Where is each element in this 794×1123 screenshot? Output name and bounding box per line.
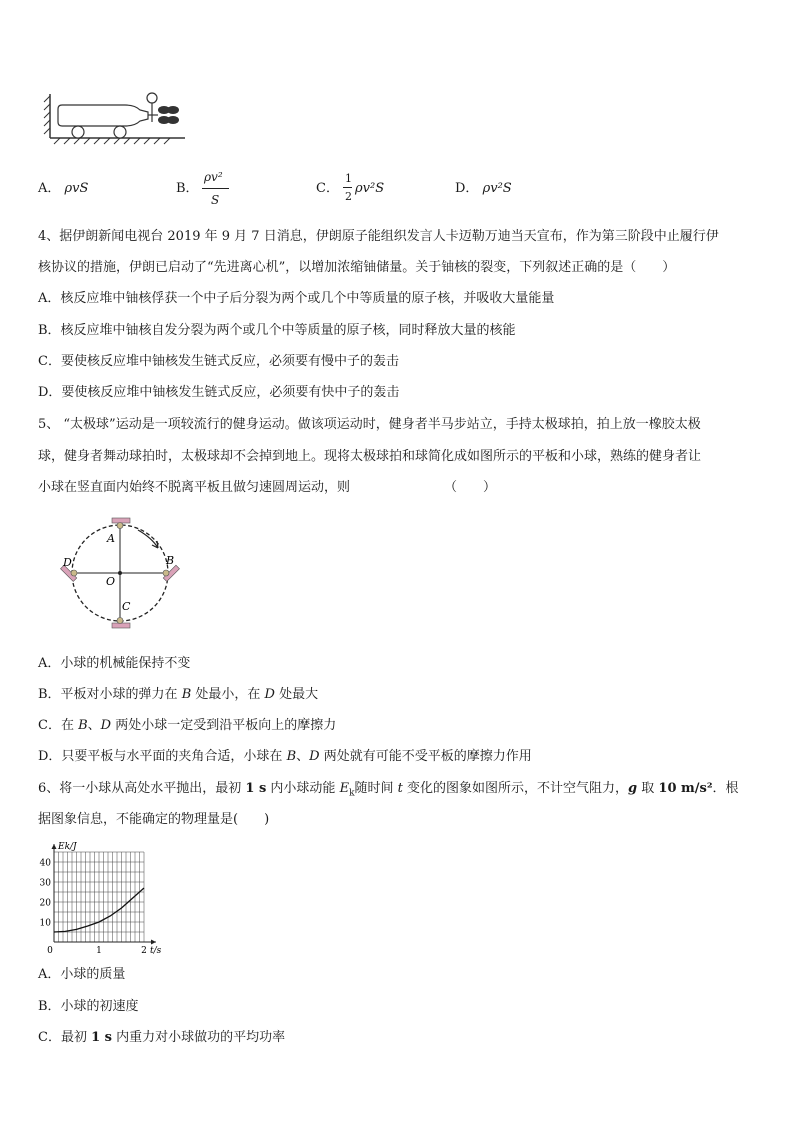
- x-axis-label: t/s: [150, 946, 162, 956]
- q4-option-a[interactable]: A．核反应堆中铀核俘获一个中子后分裂为两个或几个中等质量的原子核，并吸收大量能量: [38, 291, 555, 306]
- text-part: ．根: [712, 781, 739, 796]
- q3-option-a[interactable]: [38, 181, 88, 197]
- label-o: O: [106, 575, 116, 588]
- point-label: D: [100, 718, 112, 733]
- q6-option-c[interactable]: [38, 1030, 285, 1046]
- quantity: 1 s: [245, 781, 267, 796]
- x-tick-label: 1: [96, 946, 102, 956]
- text-part: 随时间: [354, 781, 398, 796]
- q4-option-b[interactable]: B．核反应堆中铀核自发分裂为两个或几个中等质量的原子核，同时释放大量的核能: [38, 323, 516, 338]
- q6-stem-line-2: 据图象信息，不能确定的物理量是( ): [38, 812, 270, 827]
- x-tick-label: 2: [141, 946, 147, 956]
- text-part: B．平板对小球的弹力在: [38, 687, 182, 702]
- fraction-bar: [202, 188, 229, 189]
- x-axis-arrow: [151, 940, 156, 945]
- q5-option-a[interactable]: A．小球的机械能保持不变: [38, 656, 191, 671]
- q5-option-b[interactable]: [38, 687, 318, 703]
- point-label: B: [286, 749, 297, 764]
- text-part: 两处就有可能不受平板的摩擦力作用: [319, 749, 532, 764]
- text-part: 两处小球一定受到沿平板向上的摩擦力: [111, 718, 337, 733]
- bottle-car-figure: [40, 88, 190, 148]
- q3-option-b-label[interactable]: B．: [176, 181, 199, 196]
- symbol: g: [628, 781, 638, 796]
- symbol: E: [339, 781, 350, 796]
- q5-stem-line-2: 球，健身者舞动球拍时，太极球却不会掉到地上。现将太极球拍和球简化成如图所示的平板和小球，熟练的健身者让: [38, 449, 702, 464]
- option-formula: ρvS: [64, 181, 89, 196]
- y-axis-arrow: [52, 844, 57, 849]
- option-formula: ρv²S: [482, 181, 512, 196]
- q5-option-c[interactable]: [38, 718, 336, 734]
- point-label: D: [264, 687, 275, 702]
- y-tick-label: 30: [39, 878, 51, 889]
- q6-stem-line-1: [38, 781, 739, 802]
- q5-answer-paren: （ ）: [444, 480, 497, 495]
- y-tick-label: 20: [39, 898, 51, 909]
- q5-stem-line-3: 小球在竖直面内始终不脱离平板且做匀速圆周运动，则: [38, 480, 351, 495]
- text-part: 处最大: [274, 687, 319, 702]
- text-part: 6、将一小球从高处水平抛出，最初: [38, 781, 246, 796]
- label-a: A: [107, 532, 115, 545]
- q6-option-a[interactable]: A．小球的质量: [38, 967, 126, 982]
- quantity: 1 s: [91, 1030, 112, 1045]
- quantity: 10 m/s²: [658, 781, 713, 796]
- option-label: D．: [455, 181, 479, 196]
- q4-stem-line-1: 4、据伊朗新闻电视台 2019 年 9 月 7 日消息，伊朗原子能组织发言人卡迈勒万迪当天宣布，作为第三阶段中止履行伊: [38, 229, 719, 244]
- text-part: 内小球动能: [266, 781, 340, 796]
- q3-option-c-formula: ρv²S: [355, 181, 385, 196]
- text-part: 取: [637, 781, 659, 796]
- q3-option-c-label[interactable]: C．: [316, 181, 339, 196]
- point-label: B: [181, 687, 192, 702]
- text-part: C．在: [38, 718, 79, 733]
- x-tick-label: 0: [47, 946, 53, 956]
- text-part: C．最初: [38, 1030, 92, 1045]
- symbol: t: [397, 781, 403, 796]
- text-part: 变化的图象如图所示，不计空气阻力，: [402, 781, 629, 796]
- fraction-bar: [343, 187, 352, 188]
- y-tick-label: 40: [39, 858, 51, 869]
- text-part: 、: [296, 749, 310, 764]
- point-label: D: [309, 749, 320, 764]
- q5-option-d[interactable]: [38, 749, 532, 765]
- ek-time-chart: [38, 840, 168, 958]
- subscript: k: [349, 788, 355, 799]
- q4-option-c[interactable]: C．要使核反应堆中铀核发生链式反应，必须要有慢中子的轰击: [38, 354, 399, 369]
- taiji-circle-figure: [56, 512, 186, 632]
- text-part: 处最小，在: [191, 687, 265, 702]
- y-tick-label: 10: [39, 918, 51, 929]
- text-part: 内重力对小球做功的平均功率: [111, 1030, 286, 1045]
- q4-stem-line-2: 核协议的措施，伊朗已启动了“先进离心机”，以增加浓缩铀储量。关于铀核的裂变，下列叙述正确的是（ ）: [38, 260, 676, 275]
- point-label: B: [78, 718, 88, 733]
- label-d: D: [63, 556, 72, 569]
- q3-option-c-numerator: 1: [345, 172, 352, 185]
- text-part: 、: [87, 718, 101, 733]
- text-part: D．只要平板与水平面的夹角合适，小球在: [38, 749, 287, 764]
- q5-stem-line-1: 5、 “太极球”运动是一项较流行的健身运动。做该项运动时，健身者半马步站立，手持太极球拍，拍上放一橡胶太极: [38, 417, 701, 432]
- label-b: B: [166, 554, 175, 567]
- q3-option-b-numerator: ρv²: [204, 170, 223, 184]
- option-label: A．: [38, 181, 61, 196]
- q6-option-b[interactable]: B．小球的初速度: [38, 999, 139, 1014]
- q3-option-b-denominator: S: [211, 193, 220, 207]
- q4-option-d[interactable]: D．要使核反应堆中铀核发生链式反应，必须要有快中子的轰击: [38, 385, 400, 400]
- label-c: C: [122, 600, 131, 613]
- q3-option-c-denominator: 2: [345, 190, 352, 203]
- y-axis-label: Ek/J: [58, 842, 77, 852]
- q3-option-d[interactable]: [455, 181, 512, 197]
